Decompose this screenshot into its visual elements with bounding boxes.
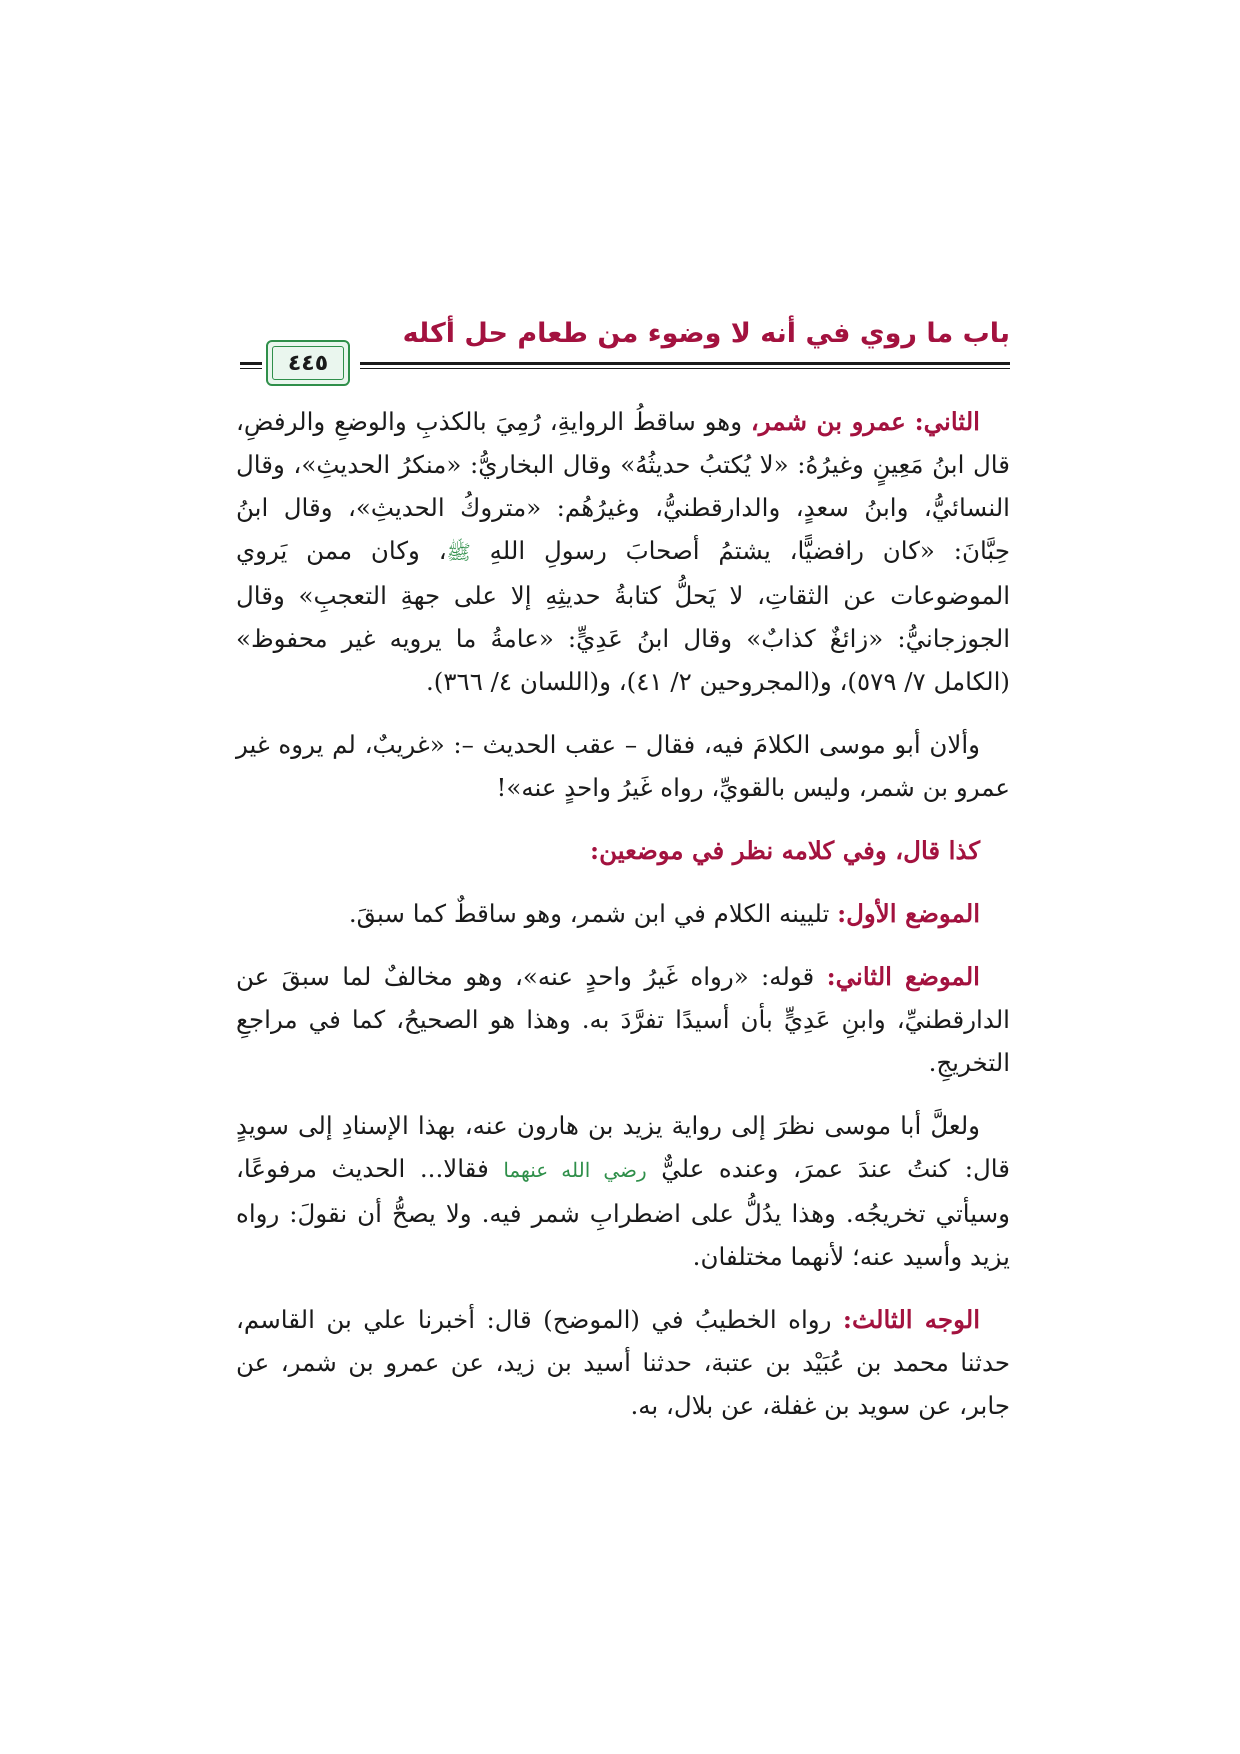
section-heading (236, 829, 1010, 872)
paragraph-text: تليينه الكلام في ابن شمر، وهو ساقطٌ كما سبقَ. (348, 899, 830, 928)
chapter-title: باب ما روي في أنه لا وضوء من طعام حل أكله (402, 318, 1010, 349)
paragraph-label: الثاني: (914, 407, 980, 436)
paragraph-label: الوجه الثالث: (842, 1305, 981, 1334)
paragraph-second-narrator (236, 400, 1010, 703)
narrator-name: عمرو بن شمر، (750, 407, 906, 436)
header-rule-left (240, 362, 262, 365)
page-number: ٤٤٥ (287, 350, 329, 376)
paragraph-first-point (236, 892, 1010, 935)
honorific-glyph: رضي الله عنهما (503, 1158, 647, 1182)
paragraph-yazid-narration (236, 1104, 1010, 1278)
page-header (240, 318, 1010, 390)
header-rule-thin (360, 368, 1010, 369)
honorific-glyph: ﷺ (446, 540, 471, 564)
paragraph-text: ولعلَّ أبا موسى نظرَ إلى رواية يزيد بن هارون عنه، بهذا الإسنادِ إلى سويدٍ قال: كنتُ عندَ عمرَ، وعنده عليٌّ (236, 1111, 1010, 1183)
paragraph-second-point (236, 955, 1010, 1084)
paragraph-third-aspect (236, 1298, 1010, 1427)
paragraph-text: وألان أبو موسى الكلامَ فيه، فقال – عقب الحديث –: «غريبٌ، لم يروه غير عمرو بن شمر، وليس بالقويِّ، رواه غَيرُ واحدٍ عنه»! (236, 730, 1010, 802)
paragraph-text-cont: ، وكان ممن يَروي الموضوعات عن الثقاتِ، لا يَحلُّ كتابةُ حديثِهِ إلا على جهةِ التعجبِ» وقال الجوزجانيُّ: «زائغٌ كذابٌ» وقال ابنُ عَدِيٍّ: «عامةُ ما يرويه غير محفوظ» (الكامل ٧/ ٥٧٩)، و(المجروحين ٢/ ٤١)، و(اللسان ٤/ ٣٦٦). (236, 536, 1010, 696)
header-rule-left-thin (240, 368, 262, 369)
paragraph-text: قوله: «رواه غَيرُ واحدٍ عنه»، وهو مخالفٌ لما سبقَ عن الدارقطنيِّ، وابنِ عَدِيٍّ بأن أسيدًا تفرَّدَ به. وهذا هو الصحيحُ، كما في مراجعِ التخريجِ. (236, 962, 1010, 1077)
paragraph-label: الموضع الثاني: (826, 962, 980, 991)
paragraph-label: الموضع الأول: (837, 899, 980, 928)
heading-text: كذا قال، وفي كلامه نظر في موضعين: (590, 836, 980, 865)
paragraph-text: رواه الخطيبُ في (الموضح) قال: أخبرنا علي بن القاسم، حدثنا محمد بن عُبَيْد بن عتبة، حدثنا أسيد بن زيد، عن عمرو بن شمر، عن جابر، عن سويد بن غفلة، عن بلال، به. (236, 1305, 1010, 1420)
paragraph-text: وهو ساقطُ الروايةِ، رُمِيَ بالكذبِ والوضعِ والرفضِ، قال ابنُ مَعِينٍ وغيرُهُ: «لا يُكتبُ حديثُهُ» وقال البخاريُّ: «منكرُ الحديثِ»، وقال النسائيُّ، وابنُ سعدٍ، والدارقطنيُّ، وغيرُهُم: «متروكُ الحديثِ»، وقال ابنُ حِبَّانَ: «كان رافضيًّا، يشتمُ أصحابَ رسولِ اللهِ (236, 407, 1010, 565)
page-body (236, 400, 1010, 1427)
paragraph-text-cont: فقالا... الحديث مرفوعًا، وسيأتي تخريجُه. وهذا يدُلُّ على اضطرابِ شمر فيه. ولا يصحُّ أن نقولَ: رواه يزيد وأسيد عنه؛ لأنهما مختلفان. (236, 1154, 1010, 1271)
page-number-badge (266, 340, 350, 386)
header-rule (360, 362, 1010, 365)
paragraph-abu-musa (236, 723, 1010, 809)
